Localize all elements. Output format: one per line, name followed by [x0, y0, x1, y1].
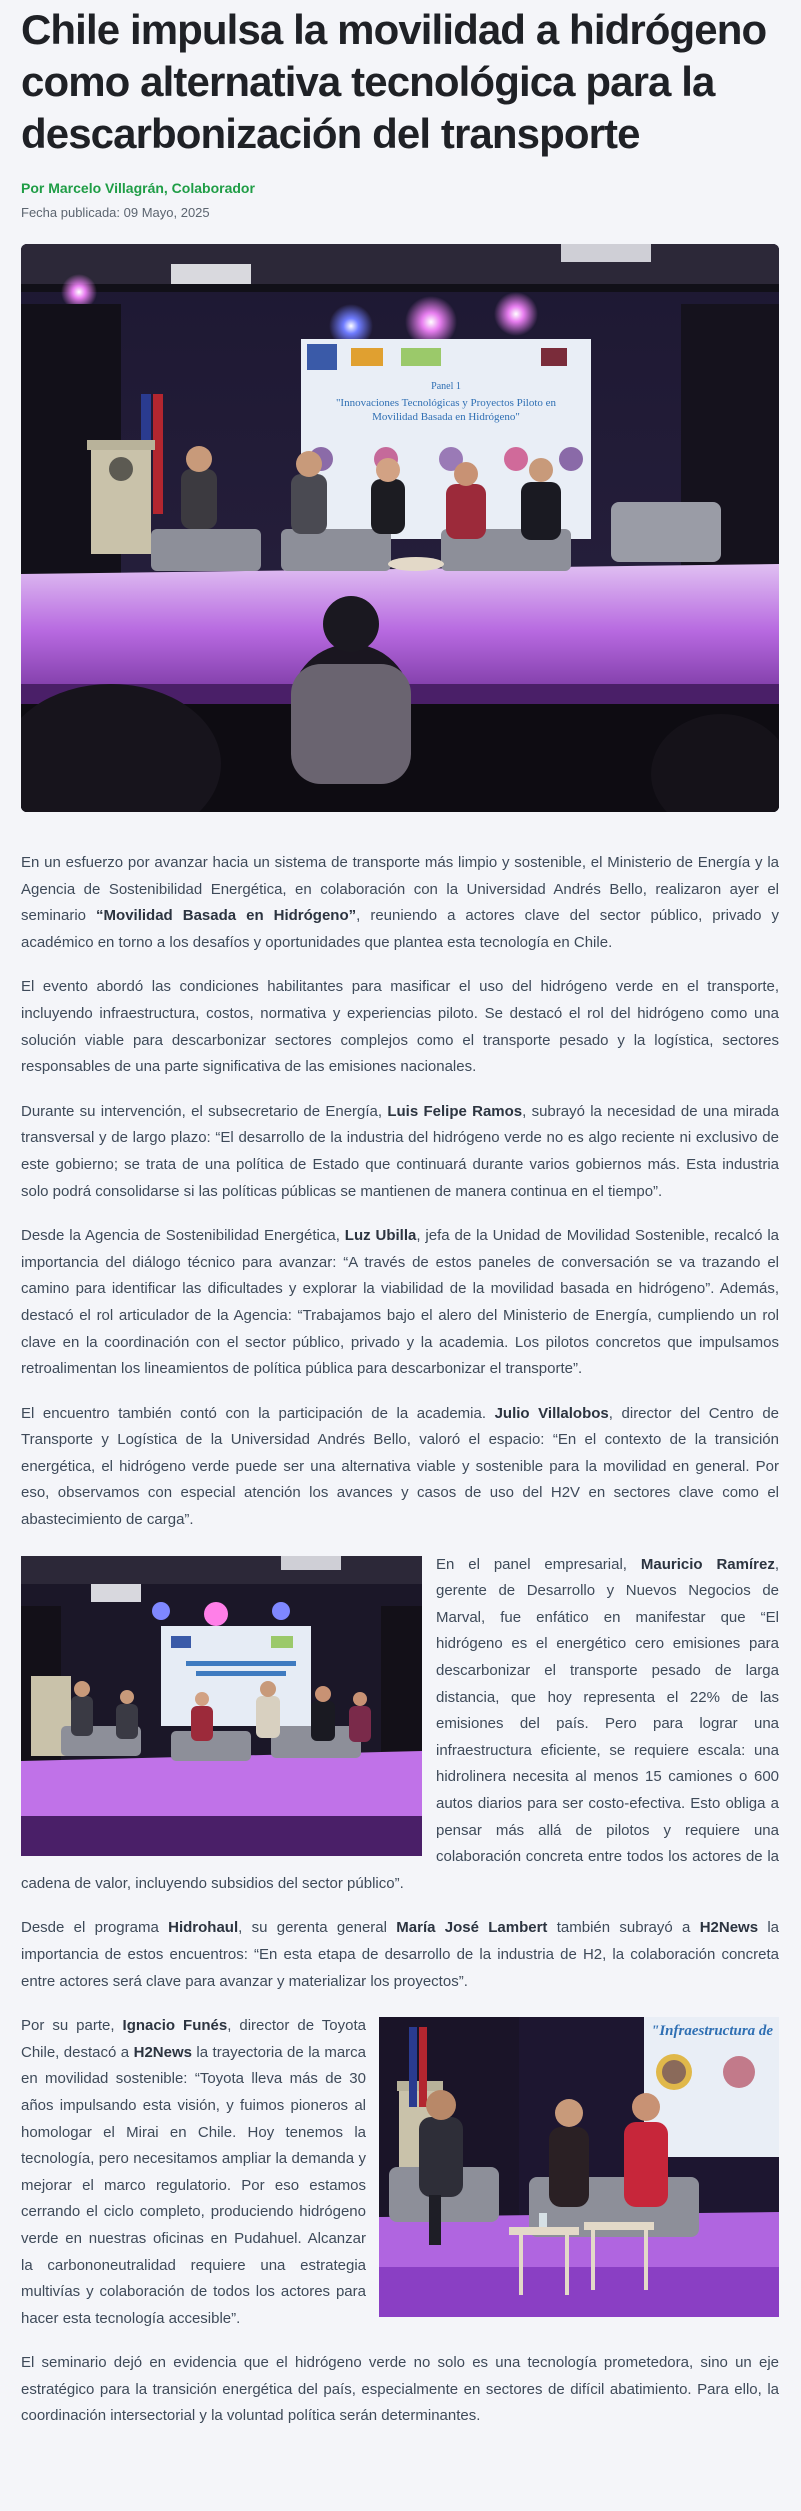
hero-photo-illustration — [21, 244, 779, 812]
text-segment: , director del Centro de Transporte y Logística de la Universidad Andrés Bello, valoró el espacio: “En el contexto de la transición energética, el hidrógeno verde puede ser una alternativa viable y sostenible para la movilidad en general. Por eso, observamos con especial atención los avances y casos de uso del H2V en sectores clave como el abastecimiento de carga”. — [21, 1404, 780, 1529]
panel-photo-2-illustration — [21, 1556, 422, 1856]
text-segment: también subrayó a — [547, 1919, 700, 1937]
panel-photo-3-illustration — [379, 2017, 779, 2317]
text-segment: la importancia de estos encuentros: “En esta etapa de desarrollo de la industria de H2, la colaboración concreta entre actores será clave para avanzar y materializar los proyectos”. — [21, 1919, 780, 1990]
text-segment: , su gerenta general — [238, 1919, 397, 1937]
paragraph-5 — [21, 1401, 779, 1534]
paragraph-conclusion: El seminario dejó en evidencia que el hidrógeno verde no solo es una tecnología prometedora, sino un eje estratégico para la transición energética del país, especialmente en sectores de difícil abatimiento. Para ello, la coordinación intersectorial y la voluntad política serán determinantes. — [21, 2354, 779, 2425]
photo3-screen-text: "Infraestructura de — [651, 2023, 774, 2040]
text-segment: En el panel empresarial, — [436, 1555, 641, 1573]
hero-photo — [21, 244, 779, 812]
person-name: Luz Ubilla — [344, 1227, 417, 1245]
paragraph-3 — [21, 1099, 779, 1205]
text-segment: la trayectoria de la marca en movilidad sostenible: “Toyota lleva más de 30 años impulsando esta visión, y fuimos pioneros al homologar el Mirai en Chile. Hoy tenemos la tecnología, pero necesitamos ampliar la demanda y mejorar el marco regulatorio. Por eso estamos cerrando el ciclo completo, produciendo hidrógeno verde en nuestras oficinas en Pudahuel. Alcanzar la carbononeutralidad requiere una estrategia multivías y colaboración de todos los actores para hacer esta tecnología accesible”. — [21, 2043, 366, 2327]
person-name: Ignacio Funés — [122, 2017, 228, 2035]
hero-screen-title-line2: Movilidad Basada en Hidrógeno" — [372, 411, 520, 423]
person-name: María José Lambert — [396, 1919, 548, 1937]
paragraph-2: El evento abordó las condiciones habilitantes para masificar el uso del hidrógeno verde en el transporte, incluyendo infraestructura, costos, normativa y experiencias piloto. Se destacó el rol del hidrógeno como una solución viable para descarbonizar sectores complejos como el transporte pesado y la logística, sectores responsables de una parte significativa de las emisiones nacionales. — [21, 978, 779, 1076]
text-segment: Por su parte, — [21, 2017, 123, 2035]
event-name: “Movilidad Basada en Hidrógeno” — [96, 907, 357, 925]
text-segment: En un esfuerzo por avanzar hacia un sistema de transporte más limpio y sostenible, el Ministerio de Energía y la Agencia de Sostenibilidad Energética, en colaboración con la Universidad Andrés Bello, realizaron ayer el seminario — [21, 854, 779, 925]
text-segment: , gerente de Desarrollo y Nuevos Negocios de Marval, fue enfático en manifestar que “El hidrógeno es el energético cero emisiones para descarbonizar el transporte pesado de larga distancia, que hoy representa el 22% de las emisiones del país. Pero para lograr una infraestructura eficiente, se requiere escala: una hidrolinera necesita al menos 15 camiones o 600 autos diarios para ser costo-efectiva. Esto obliga a pensar más allá de pilotos y requiere una colaboración concreta entre todos los actores de la cadena de valor, incluyendo subsidios del sector público”. — [21, 1555, 779, 1892]
hero-screen-title-line1: "Innovaciones Tecnológicas y Proyectos Piloto en — [335, 397, 557, 409]
text-segment: Desde el programa — [21, 1919, 169, 1937]
person-name: Luis Felipe Ramos — [387, 1102, 523, 1120]
panel-photo-2 — [21, 1556, 422, 1856]
text-segment: , subrayó la necesidad de una mirada transversal y de largo plazo: “El desarrollo de la industria del hidrógeno verde no es algo reciente ni exclusivo de este gobierno; se trata de una política de Estado que continuará durante varios gobiernos más. Esta industria solo podrá consolidarse si las políticas públicas se mantienen de manera continua en el tiempo”. — [21, 1102, 779, 1200]
text-segment: , jefa de la Unidad de Movilidad Sostenible, recalcó la importancia del diálogo técnico para avanzar: “A través de estos paneles de conversación se va trazando el camino para identificar las dificultades y explorar la viabilidad de la movilidad basada en hidrógeno”. Además, destacó el rol articulador de la Agencia: “Trabajamos bajo el alero del Ministerio de Energía, cumpliendo un rol clave en la coordinación con el sector público, privado y la academia. Los pilotos concretos que impulsamos retroalimentan los lineamientos de política pública para descarbonizar el transporte”. — [21, 1227, 779, 1378]
article-body — [21, 850, 779, 2478]
text-segment: El encuentro también contó con la participación de la academia. — [21, 1404, 495, 1422]
text-segment: , reuniendo a actores clave del sector público, privado y académico en torno a los desafíos y oportunidades que plantea esta tecnología en Chile. — [21, 907, 779, 951]
text-segment: Desde la Agencia de Sostenibilidad Energética, — [21, 1227, 345, 1245]
hero-screen-panel-label: Panel 1 — [431, 381, 461, 392]
person-name: Julio Villalobos — [494, 1404, 609, 1422]
program-name: Hidrohaul — [168, 1919, 239, 1937]
author-byline[interactable]: Por Marcelo Villagrán, Colaborador — [21, 180, 255, 196]
panel-photo-3 — [379, 2017, 779, 2317]
publication-date-value: 09 Mayo, 2025 — [123, 205, 210, 220]
paragraph-4 — [21, 1223, 779, 1383]
paragraph-intro — [21, 850, 779, 956]
article-title: Chile impulsa la movilidad a hidrógeno como alternativa tecnológica para la descarbonización del transporte — [21, 6, 767, 157]
publication-name: H2News — [133, 2043, 192, 2061]
publication-date-label: Fecha publicada: — [21, 205, 121, 220]
publication-date — [21, 205, 779, 220]
publication-name: H2News — [699, 1919, 759, 1937]
text-segment: Durante su intervención, el subsecretario de Energía, — [21, 1102, 388, 1120]
text-segment: , director de Toyota Chile, destacó a — [21, 2017, 366, 2061]
paragraph-7 — [21, 1915, 779, 1995]
person-name: Mauricio Ramírez — [640, 1555, 775, 1573]
